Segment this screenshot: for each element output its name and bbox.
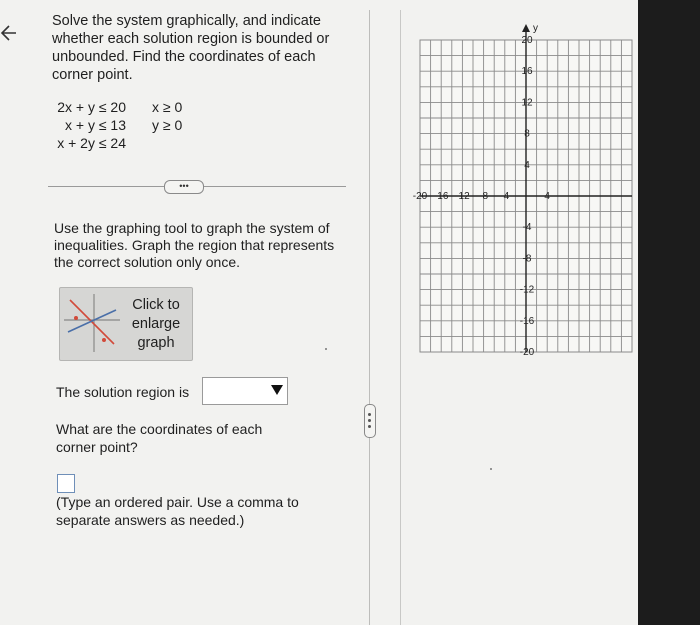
y-tick-label: -4 — [522, 222, 532, 234]
inequality-1: 2x + y ≤ 20 — [57, 99, 126, 115]
x-tick-label: -4 — [500, 191, 510, 202]
corner-point-question: What are the coordinates of each corner point? — [56, 421, 263, 455]
y-tick-label: 12 — [521, 97, 533, 109]
y-tick-label: -20 — [519, 347, 535, 358]
y-tick-label: 16 — [521, 66, 533, 78]
expand-more-button[interactable]: ••• — [164, 180, 204, 194]
y-tick-label: -8 — [522, 253, 532, 265]
inequality-4: x ≥ 0 — [152, 99, 183, 115]
y-axis-label: y — [533, 23, 538, 34]
y-tick-label: -16 — [519, 315, 535, 327]
inequality-5: y ≥ 0 — [152, 117, 183, 133]
y-tick-label: 20 — [521, 35, 533, 46]
stray-dot — [325, 348, 327, 350]
solution-region-label: The solution region is — [56, 384, 190, 400]
answer-format-hint: (Type an ordered pair. Use a comma to separate answers as needed.) — [56, 494, 299, 528]
inequality-2: x + y ≤ 13 — [65, 117, 126, 133]
enlarge-graph-label: Click to enlarge graph — [131, 297, 181, 351]
y-axis-arrow-icon — [522, 24, 530, 32]
x-tick-label: -16 — [433, 191, 449, 202]
problem-prompt: Solve the system graphically, and indicate whether each solution region is bounded or unbounded. Find the coordinates of each corner point. — [52, 13, 330, 83]
x-tick-label: -20 — [412, 191, 428, 202]
y-tick-label: 4 — [524, 159, 530, 171]
x-tick-label: -8 — [479, 191, 489, 202]
x-tick-label: 4 — [544, 191, 550, 202]
y-tick-label: -12 — [519, 284, 535, 296]
graph-instructions: Use the graphing tool to graph the system of inequalities. Graph the region that represents the correct solution only once. — [54, 220, 335, 270]
x-tick-label: -12 — [455, 191, 470, 202]
stray-dot — [490, 468, 492, 470]
y-tick-label: 8 — [524, 128, 530, 140]
inequality-3: x + 2y ≤ 24 — [57, 135, 126, 151]
